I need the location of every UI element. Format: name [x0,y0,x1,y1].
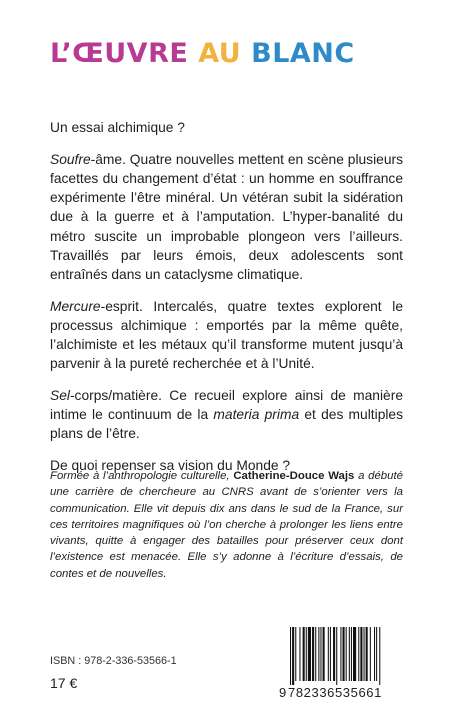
barcode-bar [308,627,311,681]
barcode-bar [306,627,307,681]
barcode [279,627,411,700]
barcode-bar [343,627,345,681]
paragraph-mercure [50,297,403,374]
sel-term: Sel [50,387,70,403]
barcode-bar [315,627,316,681]
paragraph-sel [50,386,403,444]
bio-rest: a débuté une carrière de chercheure au CNRS avant de s’orienter vers la communication. Elle vit depuis dix ans dans le sud de la France, sur ces territoires magnifiques où l’on cherche à prolonger les liens entre vivants, quitte à engager des batailles pour préserver ceux dont l’existence est menacée. Elle s’y adonne à l’écriture d’essais, de contes et de nouvelles. [50,470,403,580]
paragraph-intro: Un essai alchimique ? [50,120,185,135]
mercure-term: Mercure [50,298,101,314]
barcode-first-digit: 9 [279,685,287,700]
materia-prima-term: materia prima [213,407,300,423]
barcode-bar [336,627,337,685]
barcode-bar [353,627,356,681]
mercure-text: -esprit. Intercalés, quatre textes explorent le processus alchimique : emportés par la même quête, l’alchimiste et les métaux qu’il transforme mutent jusqu’à parvenir à la pureté recherchée et à l’Unité. [50,298,403,372]
barcode-bar [376,627,377,681]
barcode-bar [346,627,347,681]
barcode-bar [323,627,325,681]
barcode-bar [351,627,352,681]
barcode-bar [366,627,368,681]
barcode-bars [288,627,411,685]
author-bio [50,468,403,582]
barcode-bar [330,627,331,681]
barcode-bar [328,627,329,681]
sel-text-end: et des multiples plans de l’être. [50,407,403,442]
soufre-text: -âme. Quatre nouvelles mettent en scène plusieurs facettes du changement d’état : un homme en souffrance expérimente l’être minéral. Un vétéran subit la sidération due à la guerre et à l’amputation. L’hyper-banalité du métro suscite un improbable plongeon vers l’ailleurs. Travaillés par leurs émois, deux adolescents sont entraînés dans un cataclysme climatique. [50,151,403,282]
title-part-2: AU [198,38,242,69]
title-part-1: L’ŒUVRE [50,38,199,69]
paragraph-closing: De quoi repenser sa vision du Monde ? [50,458,291,474]
barcode-bar [299,627,300,681]
title-part-3: BLANC [241,38,355,69]
barcode-bar [349,627,350,681]
author-name: Catherine-Douce Wajs [233,470,355,482]
barcode-bar [295,627,296,681]
barcode-digits: 782336535661 [288,685,382,700]
barcode-bar [358,627,359,681]
book-title [50,40,355,67]
bio-intro: Formée à l’anthropologie culturelle, [50,470,234,482]
barcode-bar [333,627,335,681]
barcode-bar [379,627,380,685]
back-cover-text [50,118,403,488]
barcode-bar [318,627,319,681]
price: 17 € [50,675,78,691]
barcode-bar [303,627,305,681]
barcode-bar [340,627,341,681]
barcode-bar [370,627,371,681]
barcode-bar [312,627,314,681]
barcode-bar [320,627,321,681]
barcode-bar [364,627,365,681]
isbn: ISBN : 978-2-336-53566-1 [50,655,177,667]
barcode-bar [360,627,362,681]
barcode-bar [292,627,294,685]
sel-text: -corps/matière. Ce recueil explore ainsi de manière intime le continuum de la [50,387,403,423]
paragraph-soufre [50,150,403,284]
barcode-bar [290,627,291,685]
barcode-bar [374,627,375,681]
soufre-term: Soufre [50,151,91,167]
